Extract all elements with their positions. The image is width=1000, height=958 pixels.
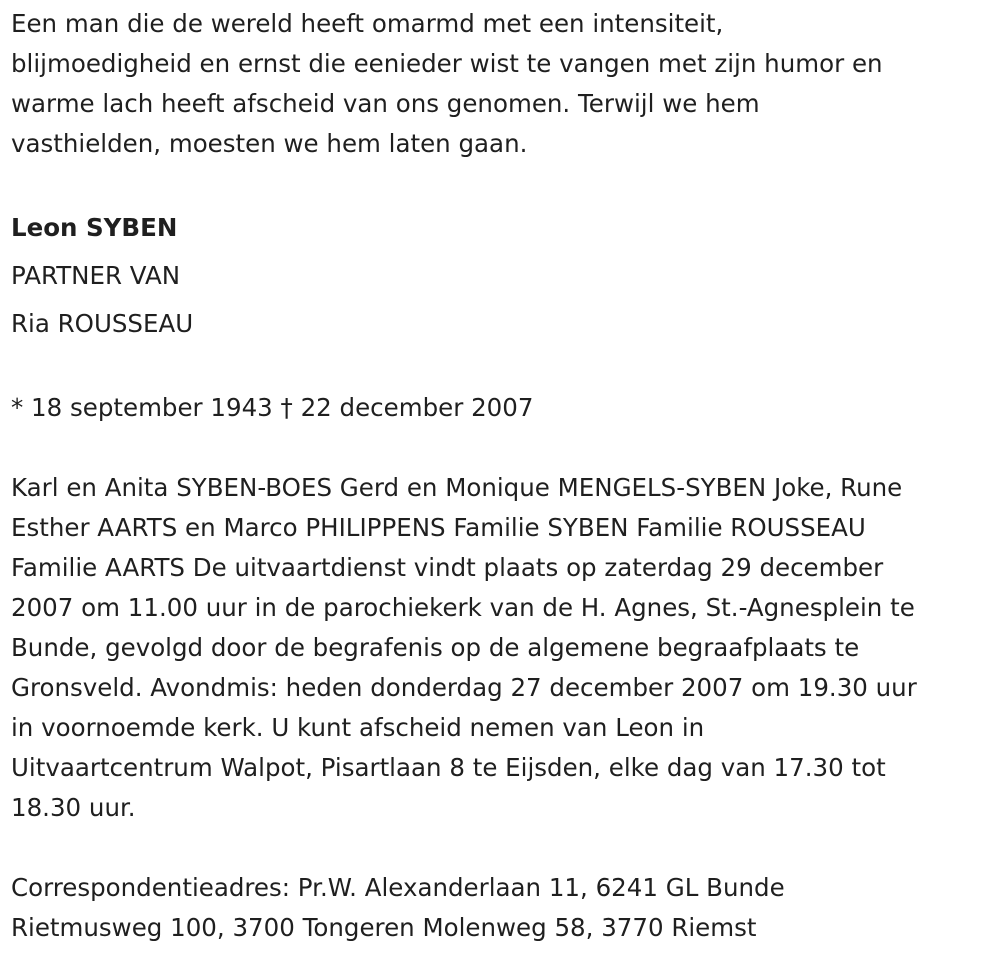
obituary-text [11,0,993,948]
life-dates: * 18 september 1943 † 22 december 2007 [11,393,534,422]
deceased-name: Leon SYBEN [11,213,178,242]
family-and-service-paragraph: Karl en Anita SYBEN-BOES Gerd en Monique MENGELS-SYBEN Joke, Rune Esther AARTS en Marco PHILIPPENS Familie SYBEN Familie ROUSSEAU Familie AARTS De uitvaartdienst vindt plaats op zaterdag 29 december 2007 om 11.00 uur in de parochiekerk van de H. Agnes, St.-Agnesplein te Bunde, gevolgd door de begrafenis op de algemene begraafplaats te Gronsveld. Avondmis: heden donderdag 27 december 2007 om 19.30 uur in voornoemde kerk. U kunt afscheid nemen van Leon in Uitvaartcentrum Walpot, Pisartlaan 8 te Eijsden, elke dag van 17.30 tot 18.30 uur. [11,473,917,822]
correspondence-address: Correspondentieadres: Pr.W. Alexanderlaan 11, 6241 GL Bunde Rietmusweg 100, 3700 Tongeren Molenweg 58, 3770 Riemst [11,873,785,942]
intro-paragraph: Een man die de wereld heeft omarmd met een intensiteit, blijmoedigheid en ernst die eenieder wist te vangen met zijn humor en warme lach heeft afscheid van ons genomen. Terwijl we hem vasthielden, moesten we hem laten gaan. [11,9,883,158]
relation-label: PARTNER VAN [11,261,181,290]
partner-name: Ria ROUSSEAU [11,309,194,338]
